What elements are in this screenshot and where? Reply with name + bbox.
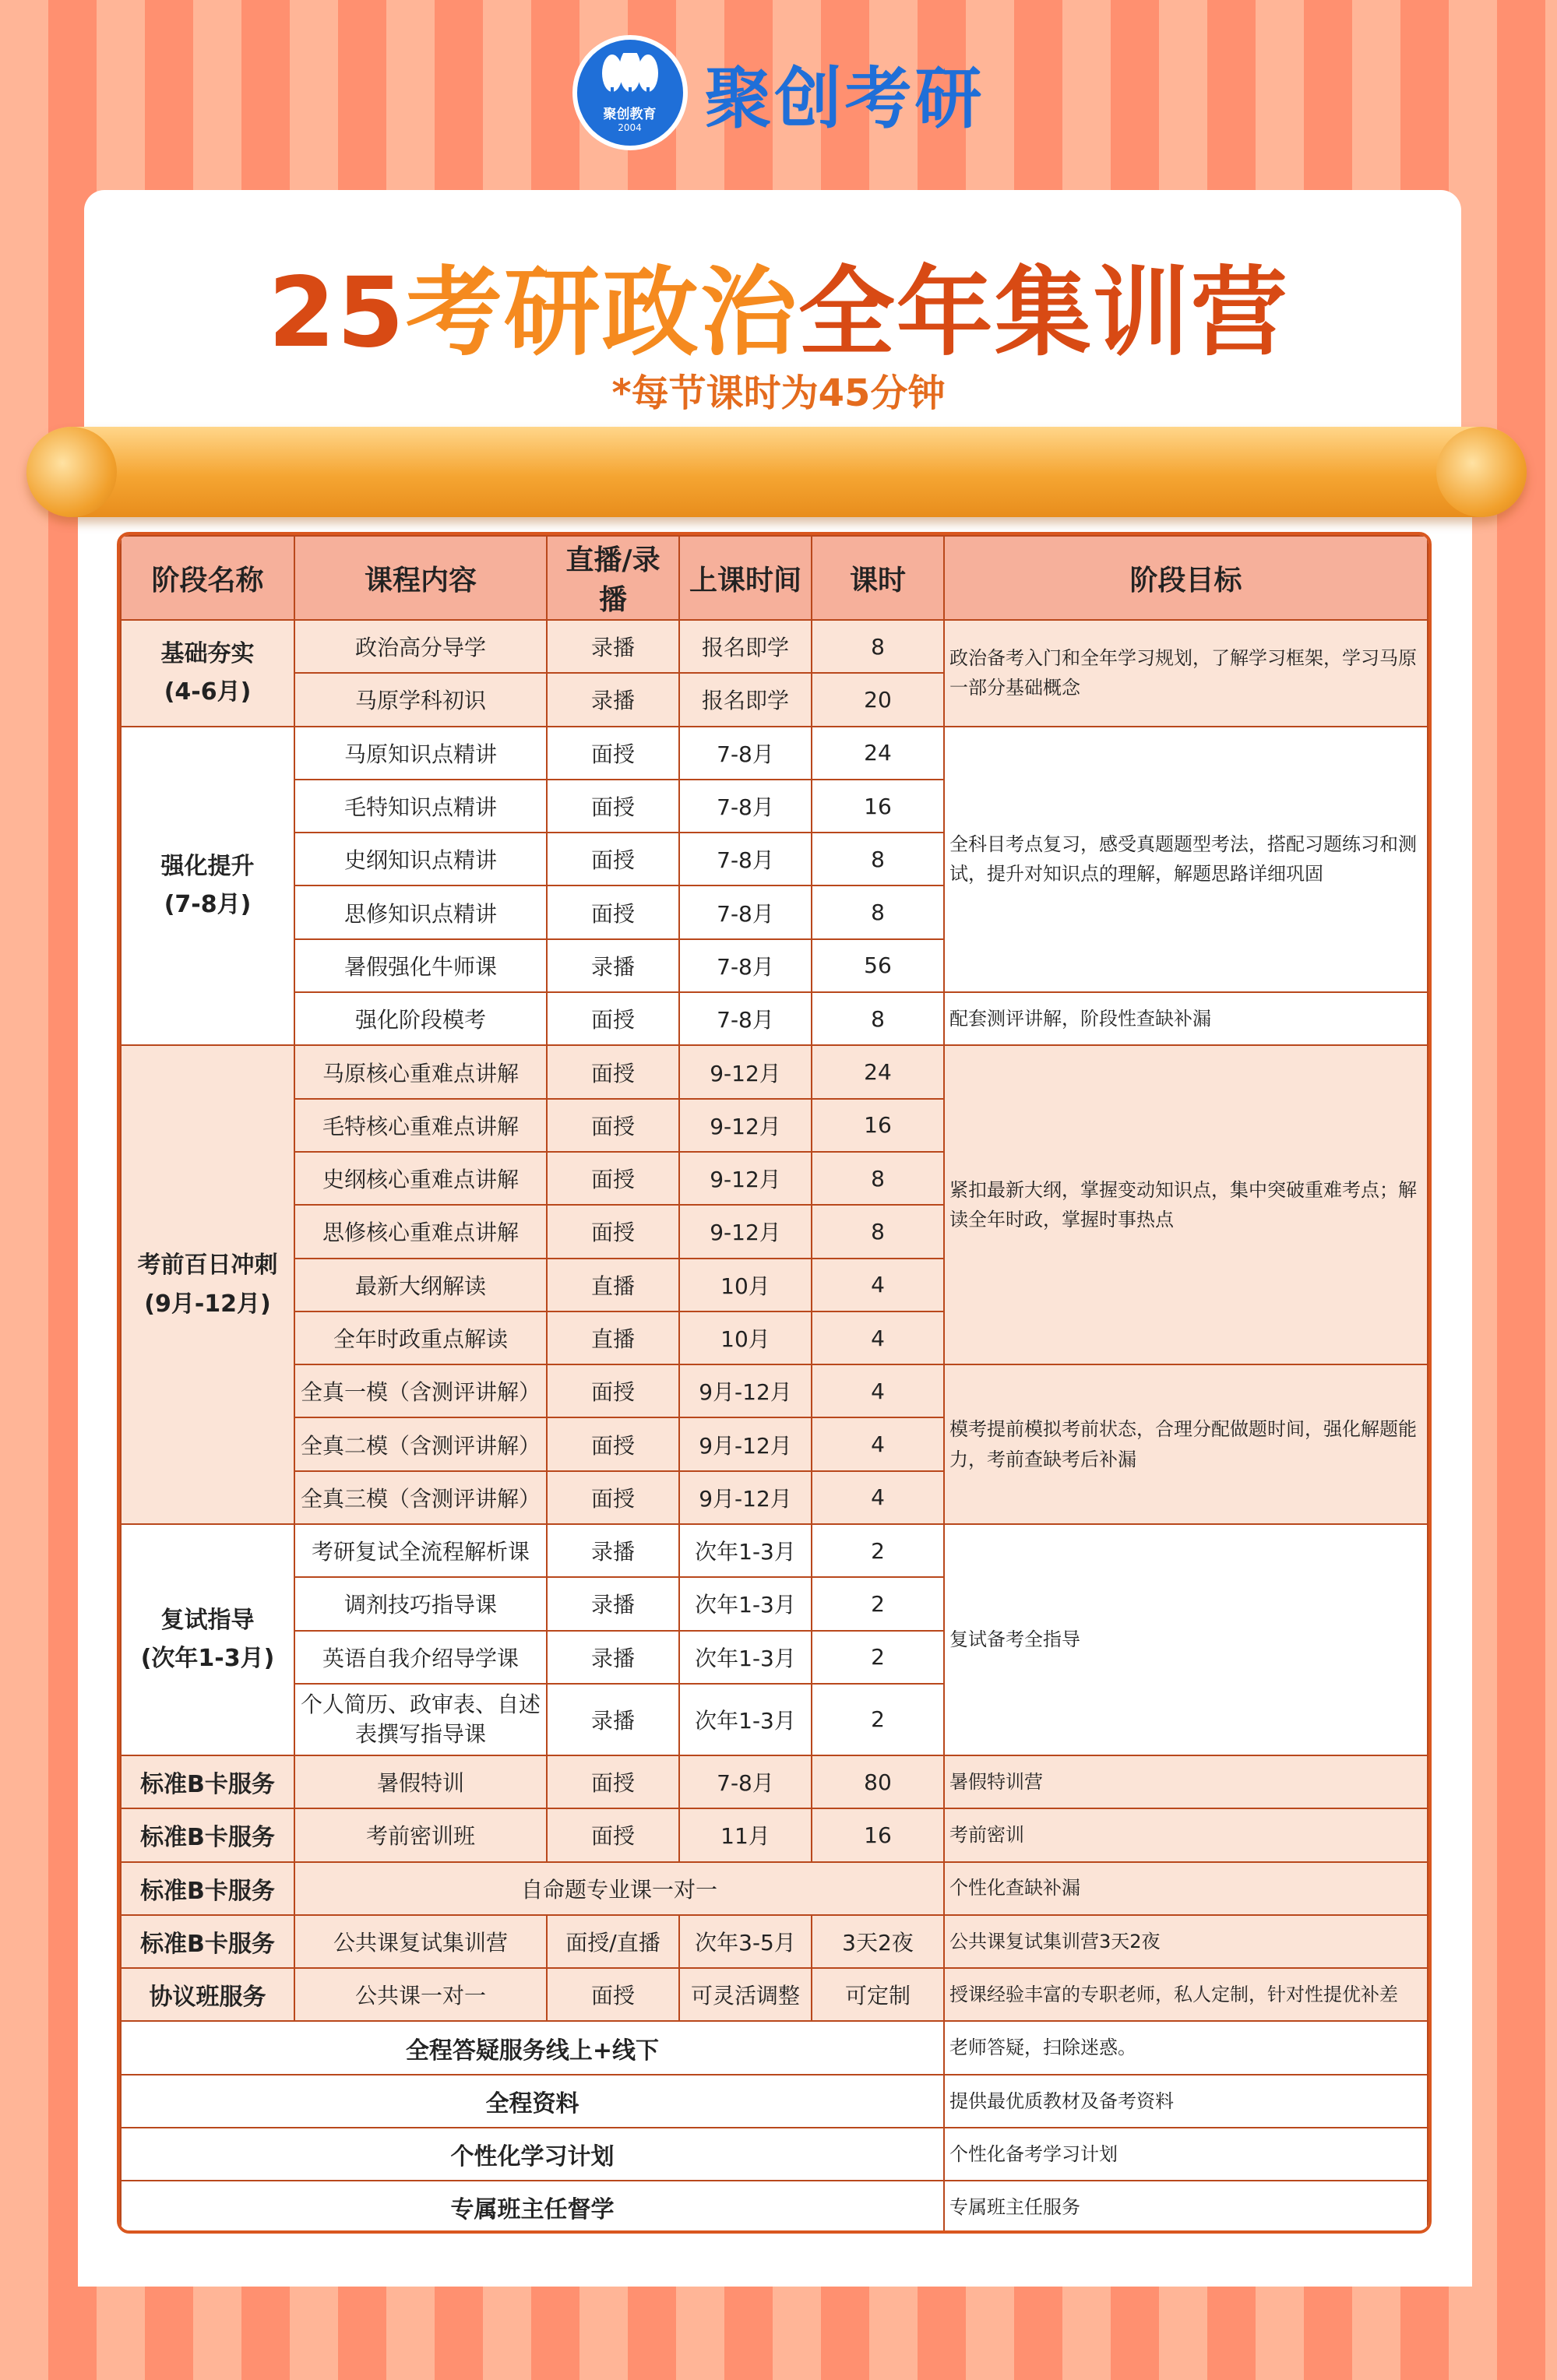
time-cell: 报名即学 (679, 620, 812, 673)
mode-cell: 面授 (547, 992, 679, 1045)
hours-cell: 可定制 (812, 1968, 944, 2021)
mode-cell: 面授 (547, 1045, 679, 1098)
goal-cell: 考前密训 (944, 1808, 1428, 1861)
hours-cell: 24 (812, 727, 944, 780)
hours-cell: 8 (812, 992, 944, 1045)
course-cell: 暑假强化牛师课 (294, 939, 547, 992)
service-row (121, 1915, 1428, 1968)
time-cell: 7-8月 (679, 992, 812, 1045)
mode-cell: 面授 (547, 1968, 679, 2021)
hours-cell: 56 (812, 939, 944, 992)
hours-cell: 80 (812, 1755, 944, 1808)
stage-period: (4-6月) (164, 678, 252, 706)
extra-row (121, 2021, 1428, 2074)
time-cell: 9月-12月 (679, 1364, 812, 1417)
time-cell: 次年1-3月 (679, 1684, 812, 1755)
mode-cell: 面授 (547, 1205, 679, 1258)
time-cell: 次年1-3月 (679, 1631, 812, 1684)
table-row (121, 1524, 1428, 1577)
hours-cell: 4 (812, 1471, 944, 1524)
time-cell: 9月-12月 (679, 1417, 812, 1470)
hours-cell: 20 (812, 673, 944, 726)
hours-cell: 8 (812, 1152, 944, 1205)
goal-cell: 公共课复试集训营3天2夜 (944, 1915, 1428, 1968)
time-cell: 11月 (679, 1808, 812, 1861)
course-cell: 政治高分导学 (294, 620, 547, 673)
hours-cell: 16 (812, 1099, 944, 1152)
course-cell: 公共课一对一 (294, 1968, 547, 2021)
course-cell: 全真三模（含测评讲解） (294, 1471, 547, 1524)
service-name: 标准B卡服务 (121, 1915, 294, 1968)
goal-cell: 提供最优质教材及备考资料 (944, 2075, 1428, 2128)
service-name: 协议班服务 (121, 1968, 294, 2021)
mode-cell: 录播 (547, 620, 679, 673)
course-cell: 思修知识点精讲 (294, 885, 547, 938)
stage-name: 基础夯实 (160, 639, 255, 667)
hours-cell: 3天2夜 (812, 1915, 944, 1968)
mode-cell: 面授 (547, 727, 679, 780)
hours-cell: 8 (812, 885, 944, 938)
stage-name: 强化提升 (160, 852, 255, 880)
service-row (121, 1755, 1428, 1808)
mode-cell: 直播 (547, 1259, 679, 1311)
time-cell: 10月 (679, 1311, 812, 1364)
header-stage: 阶段名称 (121, 536, 294, 620)
table-row (121, 1364, 1428, 1417)
extra-row (121, 2075, 1428, 2128)
hours-cell: 4 (812, 1259, 944, 1311)
logo-year: 2004 (618, 121, 642, 133)
course-cell: 英语自我介绍导学课 (294, 1631, 547, 1684)
hours-cell: 2 (812, 1684, 944, 1755)
course-cell: 强化阶段模考 (294, 992, 547, 1045)
stage-period: (次年1-3月) (140, 1645, 275, 1673)
hours-cell: 8 (812, 833, 944, 885)
course-cell: 全真二模（含测评讲解） (294, 1417, 547, 1470)
goal-cell: 模考提前模拟考前状态，合理分配做题时间，强化解题能力，考前查缺考后补漏 (944, 1364, 1428, 1524)
service-name: 标准B卡服务 (121, 1808, 294, 1861)
brand-name: 聚创考研 (704, 60, 985, 138)
course-cell: 暑假特训 (294, 1755, 547, 1808)
table-row (121, 992, 1428, 1045)
mode-cell: 面授 (547, 1755, 679, 1808)
course-cell: 全真一模（含测评讲解） (294, 1364, 547, 1417)
mode-cell: 面授 (547, 1099, 679, 1152)
service-row (121, 1968, 1428, 2021)
time-cell: 7-8月 (679, 1755, 812, 1808)
mode-cell: 面授 (547, 1471, 679, 1524)
stage-period: (7-8月) (164, 891, 252, 919)
extra-name: 全程资料 (121, 2075, 944, 2128)
course-cell: 史纲知识点精讲 (294, 833, 547, 885)
brand-header (0, 34, 1557, 151)
course-cell: 思修核心重难点讲解 (294, 1205, 547, 1258)
service-name: 标准B卡服务 (121, 1862, 294, 1915)
course-cell: 考研复试全流程解析课 (294, 1524, 547, 1577)
course-cell: 马原知识点精讲 (294, 727, 547, 780)
service-row (121, 1808, 1428, 1861)
time-cell: 次年3-5月 (679, 1915, 812, 1968)
time-cell: 次年1-3月 (679, 1577, 812, 1630)
page-subtitle: *每节课时为45分钟 (611, 371, 946, 415)
extra-row (121, 2181, 1428, 2234)
goal-cell: 专属班主任服务 (944, 2181, 1428, 2234)
course-cell: 个人简历、政审表、自述表撰写指导课 (294, 1684, 547, 1755)
hours-cell: 8 (812, 620, 944, 673)
goal-cell: 授课经验丰富的专职老师，私人定制，针对性提优补差 (944, 1968, 1428, 2021)
mode-cell: 面授 (547, 1808, 679, 1861)
tree-logo-icon (595, 53, 665, 101)
brand-logo (572, 35, 688, 150)
mode-cell: 面授 (547, 1152, 679, 1205)
service-row (121, 1862, 1428, 1915)
time-cell: 7-8月 (679, 780, 812, 833)
title-part-program: 全年集训营 (798, 257, 1289, 369)
page-title (0, 235, 1557, 374)
mode-cell: 面授 (547, 1417, 679, 1470)
course-cell: 公共课复试集训营 (294, 1915, 547, 1968)
course-cell: 考前密训班 (294, 1808, 547, 1861)
mode-cell: 录播 (547, 939, 679, 992)
scroll-rod-left-cap (26, 427, 117, 517)
mode-cell: 录播 (547, 1524, 679, 1577)
table-row (121, 727, 1428, 780)
time-cell: 9-12月 (679, 1205, 812, 1258)
header-course: 课程内容 (294, 536, 547, 620)
time-cell: 9-12月 (679, 1045, 812, 1098)
mode-cell: 面授 (547, 1364, 679, 1417)
header-time: 上课时间 (679, 536, 812, 620)
goal-cell: 个性化备考学习计划 (944, 2128, 1428, 2181)
header-hours: 课时 (812, 536, 944, 620)
hours-cell: 2 (812, 1577, 944, 1630)
course-cell: 全年时政重点解读 (294, 1311, 547, 1364)
course-cell: 最新大纲解读 (294, 1259, 547, 1311)
goal-cell: 个性化查缺补漏 (944, 1862, 1428, 1915)
header-mode: 直播/录播 (547, 536, 679, 620)
time-cell: 7-8月 (679, 727, 812, 780)
goal-cell: 全科目考点复习，感受真题题型考法，搭配习题练习和测试，提升对知识点的理解，解题思路详细巩固 (944, 727, 1428, 992)
extra-name: 全程答疑服务线上+线下 (121, 2021, 944, 2074)
logo-text: 聚创教育 (603, 106, 657, 122)
course-cell: 马原核心重难点讲解 (294, 1045, 547, 1098)
course-cell: 调剂技巧指导课 (294, 1577, 547, 1630)
course-cell: 马原学科初识 (294, 673, 547, 726)
time-cell: 7-8月 (679, 939, 812, 992)
course-cell: 毛特知识点精讲 (294, 780, 547, 833)
stage-period: (9月-12月) (144, 1290, 271, 1318)
goal-cell: 配套测评讲解，阶段性查缺补漏 (944, 992, 1428, 1045)
title-part-subject: 考研政治 (405, 257, 798, 369)
mode-cell: 录播 (547, 673, 679, 726)
extra-row (121, 2128, 1428, 2181)
stage-cell (121, 1524, 294, 1755)
hours-cell: 24 (812, 1045, 944, 1098)
mode-cell: 面授/直播 (547, 1915, 679, 1968)
hours-cell: 16 (812, 1808, 944, 1861)
goal-cell: 紧扣最新大纲，掌握变动知识点，集中突破重难考点；解读全年时政，掌握时事热点 (944, 1045, 1428, 1364)
time-cell: 9-12月 (679, 1152, 812, 1205)
hours-cell: 2 (812, 1524, 944, 1577)
table-header-row (121, 536, 1428, 620)
extra-name: 个性化学习计划 (121, 2128, 944, 2181)
schedule-table (117, 532, 1432, 2234)
hours-cell: 4 (812, 1364, 944, 1417)
scroll-rod (26, 427, 1527, 517)
hours-cell: 8 (812, 1205, 944, 1258)
stage-cell (121, 1045, 294, 1524)
service-name: 标准B卡服务 (121, 1755, 294, 1808)
goal-cell: 暑假特训营 (944, 1755, 1428, 1808)
table-row (121, 620, 1428, 673)
time-cell: 可灵活调整 (679, 1968, 812, 2021)
time-cell: 9月-12月 (679, 1471, 812, 1524)
stage-cell (121, 727, 294, 1046)
course-cell: 自命题专业课一对一 (294, 1862, 944, 1915)
header-goal: 阶段目标 (944, 536, 1428, 620)
mode-cell: 录播 (547, 1631, 679, 1684)
scroll-rod-right-cap (1436, 427, 1527, 517)
hours-cell: 4 (812, 1311, 944, 1364)
time-cell: 7-8月 (679, 885, 812, 938)
table-row (121, 1045, 1428, 1098)
title-part-year: 25 (268, 257, 406, 369)
goal-cell: 复试备考全指导 (944, 1524, 1428, 1755)
mode-cell: 录播 (547, 1577, 679, 1630)
hours-cell: 2 (812, 1631, 944, 1684)
stage-cell (121, 620, 294, 727)
mode-cell: 面授 (547, 780, 679, 833)
time-cell: 报名即学 (679, 673, 812, 726)
hours-cell: 16 (812, 780, 944, 833)
time-cell: 9-12月 (679, 1099, 812, 1152)
stage-name: 考前百日冲刺 (137, 1252, 278, 1280)
time-cell: 10月 (679, 1259, 812, 1311)
course-cell: 史纲核心重难点讲解 (294, 1152, 547, 1205)
extra-name: 专属班主任督学 (121, 2181, 944, 2234)
course-cell: 毛特核心重难点讲解 (294, 1099, 547, 1152)
goal-cell: 政治备考入门和全年学习规划，了解学习框架，学习马原一部分基础概念 (944, 620, 1428, 727)
goal-cell: 老师答疑，扫除迷惑。 (944, 2021, 1428, 2074)
time-cell: 7-8月 (679, 833, 812, 885)
hours-cell: 4 (812, 1417, 944, 1470)
time-cell: 次年1-3月 (679, 1524, 812, 1577)
mode-cell: 直播 (547, 1311, 679, 1364)
mode-cell: 录播 (547, 1684, 679, 1755)
mode-cell: 面授 (547, 833, 679, 885)
stage-name: 复试指导 (160, 1606, 255, 1634)
mode-cell: 面授 (547, 885, 679, 938)
